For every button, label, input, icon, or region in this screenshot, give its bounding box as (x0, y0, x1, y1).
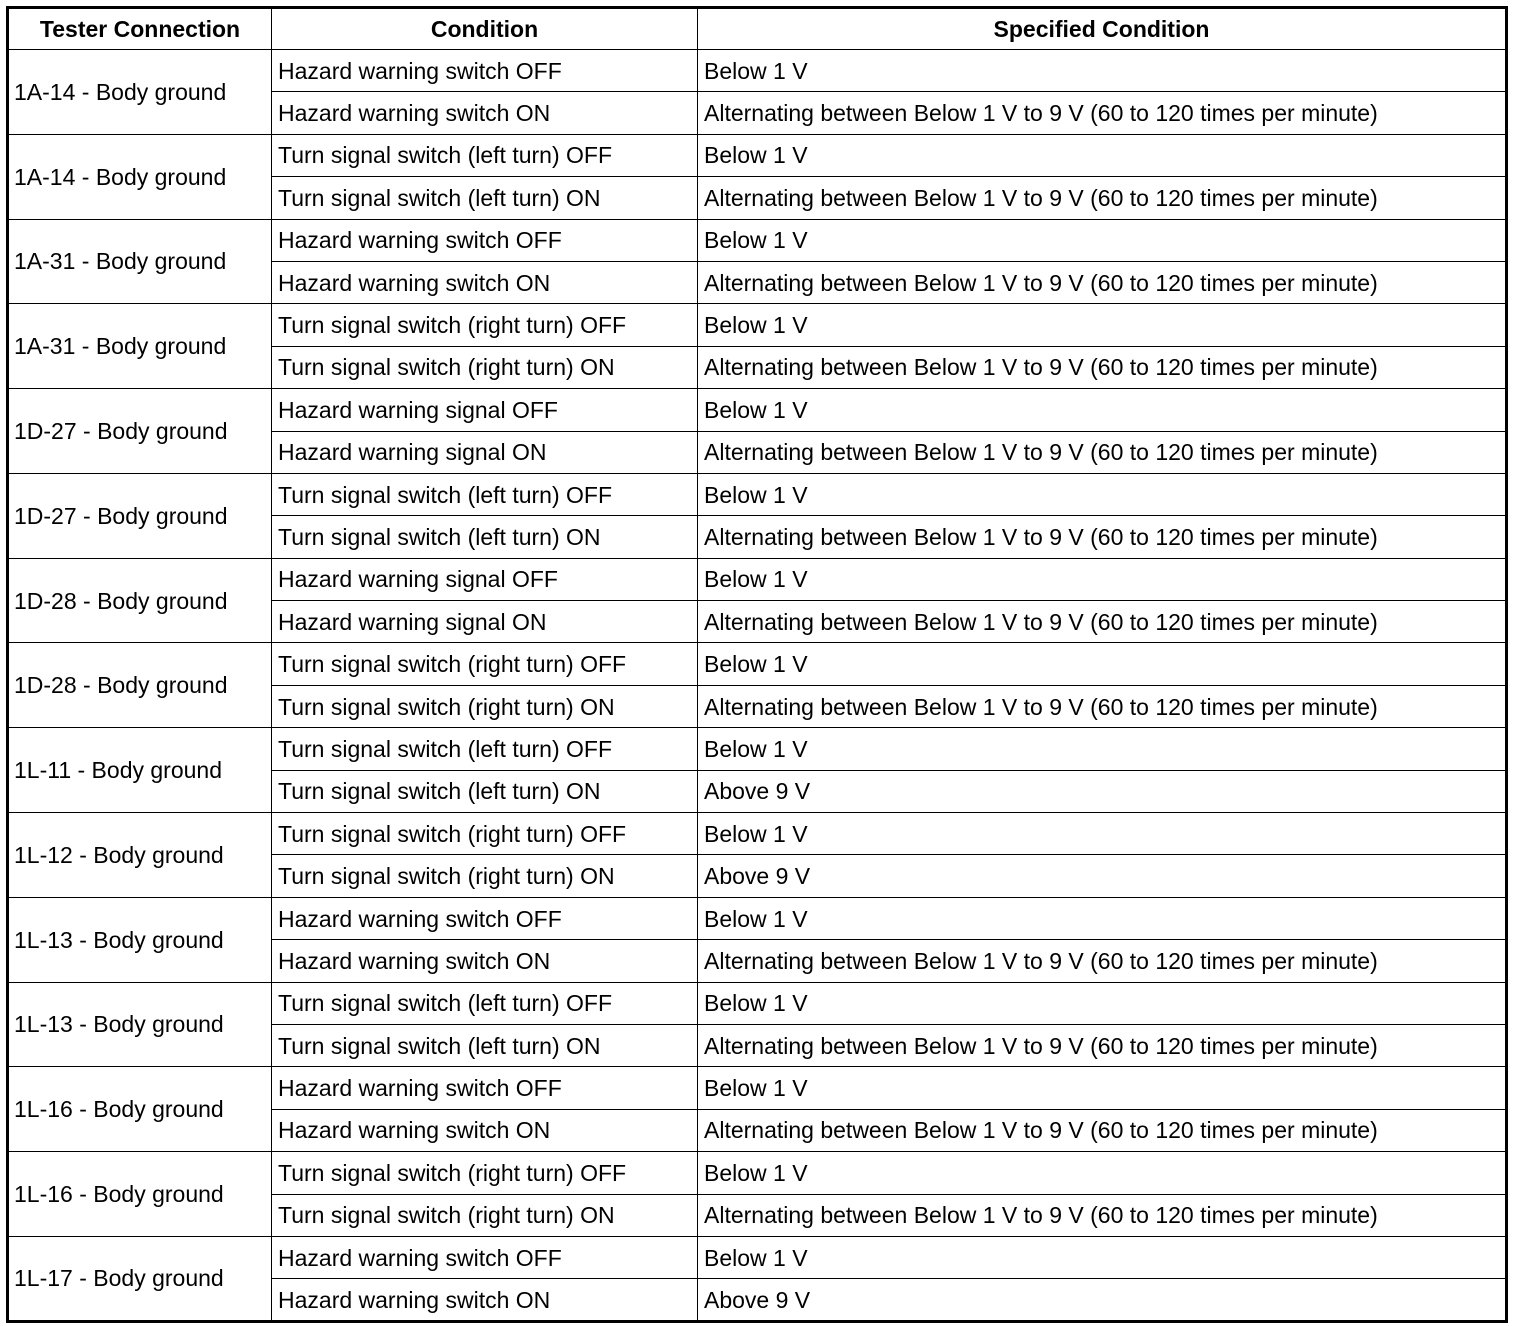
tester-connection-cell: 1L-16 - Body ground (8, 1152, 272, 1237)
header-tester-connection: Tester Connection (8, 8, 272, 50)
table-row (8, 304, 1507, 346)
specified-condition-cell: Below 1 V (698, 1067, 1507, 1109)
condition-cell: Turn signal switch (right turn) ON (272, 346, 698, 388)
specified-condition-cell: Below 1 V (698, 897, 1507, 939)
tester-connection-cell: 1A-14 - Body ground (8, 134, 272, 219)
table-row (8, 134, 1507, 176)
condition-cell: Turn signal switch (right turn) OFF (272, 643, 698, 685)
tester-connection-cell: 1D-27 - Body ground (8, 473, 272, 558)
table-row (8, 643, 1507, 685)
specified-condition-cell: Below 1 V (698, 728, 1507, 770)
tester-connection-cell: 1A-14 - Body ground (8, 50, 272, 135)
specified-condition-cell: Alternating between Below 1 V to 9 V (60 to 120 times per minute) (698, 177, 1507, 219)
header-specified-condition: Specified Condition (698, 8, 1507, 50)
specified-condition-cell: Below 1 V (698, 389, 1507, 431)
condition-cell: Hazard warning switch OFF (272, 50, 698, 92)
table-row (8, 558, 1507, 600)
table-row (8, 219, 1507, 261)
specified-condition-cell: Below 1 V (698, 473, 1507, 515)
condition-cell: Hazard warning signal ON (272, 601, 698, 643)
table-body (8, 50, 1507, 1322)
specified-condition-cell: Below 1 V (698, 219, 1507, 261)
specified-condition-cell: Below 1 V (698, 1236, 1507, 1278)
tester-connection-cell: 1L-17 - Body ground (8, 1236, 272, 1321)
table-row (8, 1152, 1507, 1194)
specified-condition-cell: Above 9 V (698, 770, 1507, 812)
table-row (8, 50, 1507, 92)
condition-cell: Hazard warning switch ON (272, 92, 698, 134)
tester-connection-cell: 1L-13 - Body ground (8, 897, 272, 982)
table-row (8, 897, 1507, 939)
table-row (8, 728, 1507, 770)
table-row (8, 473, 1507, 515)
table-row (8, 1236, 1507, 1278)
condition-cell: Turn signal switch (left turn) ON (272, 516, 698, 558)
specified-condition-cell: Alternating between Below 1 V to 9 V (60 to 120 times per minute) (698, 685, 1507, 727)
condition-cell: Turn signal switch (right turn) ON (272, 1194, 698, 1236)
condition-cell: Hazard warning switch OFF (272, 897, 698, 939)
specified-condition-cell: Alternating between Below 1 V to 9 V (60 to 120 times per minute) (698, 1109, 1507, 1151)
specified-condition-cell: Below 1 V (698, 982, 1507, 1024)
condition-cell: Hazard warning switch ON (272, 1279, 698, 1321)
condition-cell: Turn signal switch (right turn) OFF (272, 1152, 698, 1194)
tester-connection-cell: 1L-16 - Body ground (8, 1067, 272, 1152)
condition-cell: Hazard warning switch OFF (272, 219, 698, 261)
tester-connection-cell: 1D-28 - Body ground (8, 558, 272, 643)
specified-condition-cell: Alternating between Below 1 V to 9 V (60 to 120 times per minute) (698, 346, 1507, 388)
condition-cell: Turn signal switch (right turn) OFF (272, 813, 698, 855)
condition-cell: Hazard warning switch OFF (272, 1067, 698, 1109)
specified-condition-cell: Alternating between Below 1 V to 9 V (60 to 120 times per minute) (698, 1024, 1507, 1066)
specified-condition-cell: Below 1 V (698, 643, 1507, 685)
specified-condition-cell: Below 1 V (698, 50, 1507, 92)
tester-connection-table (6, 6, 1508, 1323)
specified-condition-cell: Alternating between Below 1 V to 9 V (60 to 120 times per minute) (698, 940, 1507, 982)
specified-condition-cell: Below 1 V (698, 558, 1507, 600)
specified-condition-cell: Below 1 V (698, 813, 1507, 855)
tester-connection-cell: 1L-13 - Body ground (8, 982, 272, 1067)
condition-cell: Turn signal switch (left turn) ON (272, 770, 698, 812)
table-row (8, 813, 1507, 855)
specified-condition-cell: Below 1 V (698, 134, 1507, 176)
specified-condition-cell: Alternating between Below 1 V to 9 V (60 to 120 times per minute) (698, 1194, 1507, 1236)
condition-cell: Hazard warning signal OFF (272, 558, 698, 600)
tester-connection-cell: 1D-27 - Body ground (8, 389, 272, 474)
specified-condition-cell: Above 9 V (698, 1279, 1507, 1321)
specified-condition-cell: Alternating between Below 1 V to 9 V (60 to 120 times per minute) (698, 601, 1507, 643)
condition-cell: Turn signal switch (right turn) ON (272, 855, 698, 897)
condition-cell: Turn signal switch (left turn) OFF (272, 982, 698, 1024)
condition-cell: Turn signal switch (left turn) OFF (272, 728, 698, 770)
condition-cell: Hazard warning switch ON (272, 261, 698, 303)
condition-cell: Turn signal switch (right turn) OFF (272, 304, 698, 346)
tester-connection-cell: 1A-31 - Body ground (8, 304, 272, 389)
table-row (8, 389, 1507, 431)
table-header (8, 8, 1507, 50)
condition-cell: Hazard warning switch ON (272, 940, 698, 982)
tester-connection-cell: 1L-11 - Body ground (8, 728, 272, 813)
specified-condition-cell: Alternating between Below 1 V to 9 V (60 to 120 times per minute) (698, 261, 1507, 303)
specified-condition-cell: Above 9 V (698, 855, 1507, 897)
specified-condition-cell: Alternating between Below 1 V to 9 V (60 to 120 times per minute) (698, 516, 1507, 558)
condition-cell: Turn signal switch (left turn) OFF (272, 134, 698, 176)
specified-condition-cell: Alternating between Below 1 V to 9 V (60 to 120 times per minute) (698, 431, 1507, 473)
condition-cell: Turn signal switch (left turn) ON (272, 177, 698, 219)
specified-condition-cell: Alternating between Below 1 V to 9 V (60 to 120 times per minute) (698, 92, 1507, 134)
table-row (8, 982, 1507, 1024)
tester-connection-cell: 1A-31 - Body ground (8, 219, 272, 304)
tester-connection-cell: 1L-12 - Body ground (8, 813, 272, 898)
condition-cell: Hazard warning signal ON (272, 431, 698, 473)
condition-cell: Turn signal switch (left turn) ON (272, 1024, 698, 1066)
table-row (8, 1067, 1507, 1109)
condition-cell: Turn signal switch (right turn) ON (272, 685, 698, 727)
condition-cell: Hazard warning switch OFF (272, 1236, 698, 1278)
condition-cell: Hazard warning signal OFF (272, 389, 698, 431)
condition-cell: Hazard warning switch ON (272, 1109, 698, 1151)
header-row (8, 8, 1507, 50)
condition-cell: Turn signal switch (left turn) OFF (272, 473, 698, 515)
header-condition: Condition (272, 8, 698, 50)
specified-condition-cell: Below 1 V (698, 304, 1507, 346)
tester-connection-cell: 1D-28 - Body ground (8, 643, 272, 728)
specified-condition-cell: Below 1 V (698, 1152, 1507, 1194)
